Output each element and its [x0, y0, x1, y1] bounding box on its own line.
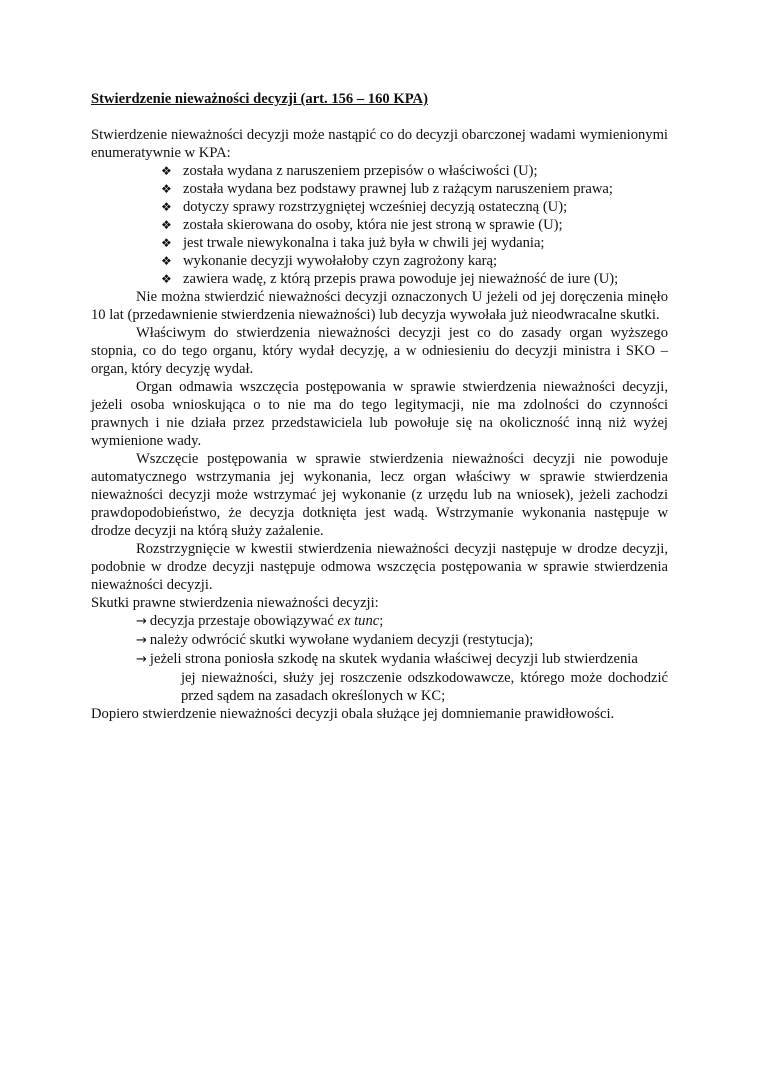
- list-item: → należy odwrócić skutki wywołane wydaniem decyzji (restytucja);: [136, 632, 534, 648]
- diamond-bullet-icon: ❖: [161, 254, 172, 268]
- defects-list: [91, 162, 668, 288]
- diamond-bullet-icon: ❖: [161, 182, 172, 196]
- closing-paragraph: Dopiero stwierdzenie nieważności decyzji obala służące jej domniemanie prawidłowości.: [91, 706, 615, 722]
- paragraph-refusal: Organ odmawia wszczęcia postępowania w sprawie stwierdzenia nieważności decyzji, jeżeli osoba wnioskująca o to nie ma do tego legitymacji, nie ma zdolności do czynności prawnych i nie działa przez przedstawiciela lub powołuje się na okoliczność inną niż wyżej wymienione wady.: [91, 379, 668, 449]
- list-item: ❖ jest trwale niewykonalna i taka już była w chwili jej wydania;: [161, 235, 545, 251]
- list-item: ❖ zawiera wadę, z którą przepis prawa powoduje jej nieważność de iure (U);: [161, 271, 619, 287]
- intro-paragraph: Stwierdzenie nieważności decyzji może nastąpić co do decyzji obarczonej wadami wymienionymi enumeratywnie w KPA:: [91, 127, 668, 161]
- list-item: ❖ wykonanie decyzji wywołałoby czyn zagrożony karą;: [161, 253, 498, 269]
- page-title: Stwierdzenie nieważności decyzji (art. 156 – 160 KPA): [91, 91, 428, 107]
- list-item: ❖ dotyczy sprawy rozstrzygniętej wcześniej decyzją ostateczną (U);: [161, 199, 568, 215]
- diamond-bullet-icon: ❖: [161, 236, 172, 250]
- list-item: ❖ została wydana z naruszeniem przepisów o właściwości (U);: [161, 163, 538, 179]
- paragraph-suspension: Wszczęcie postępowania w sprawie stwierdzenia nieważności decyzji nie powoduje automatycznego wstrzymania jej wykonania, lecz organ właściwy w sprawie stwierdzenia nieważności decyzji może wstrzymać jej wykonanie (z urzędu lub na wniosek), jeżeli zachodzi prawdopodobieństwo, że decyzja dotknięta jest wadą. Wstrzymanie wykonania następuje w drodze decyzji na którą służy zażalenie.: [91, 451, 668, 539]
- diamond-bullet-icon: ❖: [161, 272, 172, 286]
- diamond-bullet-icon: ❖: [161, 164, 172, 178]
- right-arrow-icon: →: [136, 652, 147, 667]
- paragraph-resolution: Rozstrzygnięcie w kwestii stwierdzenia nieważności decyzji następuje w drodze decyzji, podobnie w drodze decyzji następuje odmowa wszczęcia postępowania w sprawie stwierdzenia nieważności decyzji.: [91, 541, 668, 593]
- effects-heading: Skutki prawne stwierdzenia nieważności decyzji:: [91, 595, 379, 611]
- list-item: → jeżeli strona poniosła szkodę na skutek wydania właściwej decyzji lub stwierdzenia jej nieważności, służy jej roszczenie odszkodowawcze, którego może dochodzić przed sądem na zasadach określonych w KC;: [136, 651, 668, 704]
- paragraph-limitation: Nie można stwierdzić nieważności decyzji oznaczonych U jeżeli od jej doręczenia minęło 10 lat (przedawnienie stwierdzenia nieważności) lub decyzja wywołała już nieodwracalne skutki.: [91, 289, 668, 323]
- diamond-bullet-icon: ❖: [161, 218, 172, 232]
- list-item: → decyzja przestaje obowiązywać ex tunc;: [136, 613, 384, 629]
- list-item: ❖ została wydana bez podstawy prawnej lub z rażącym naruszeniem prawa;: [161, 181, 613, 197]
- effects-list: [91, 612, 668, 705]
- right-arrow-icon: →: [136, 633, 147, 648]
- paragraph-competent-authority: Właściwym do stwierdzenia nieważności decyzji jest co do zasady organ wyższego stopnia, co do tego organu, który wydał decyzję, a w odniesieniu do decyzji ministra i SKO – organ, który decyzję wydał.: [91, 325, 668, 377]
- diamond-bullet-icon: ❖: [161, 200, 172, 214]
- right-arrow-icon: →: [136, 614, 147, 629]
- list-item: ❖ została skierowana do osoby, która nie jest stroną w sprawie (U);: [161, 217, 563, 233]
